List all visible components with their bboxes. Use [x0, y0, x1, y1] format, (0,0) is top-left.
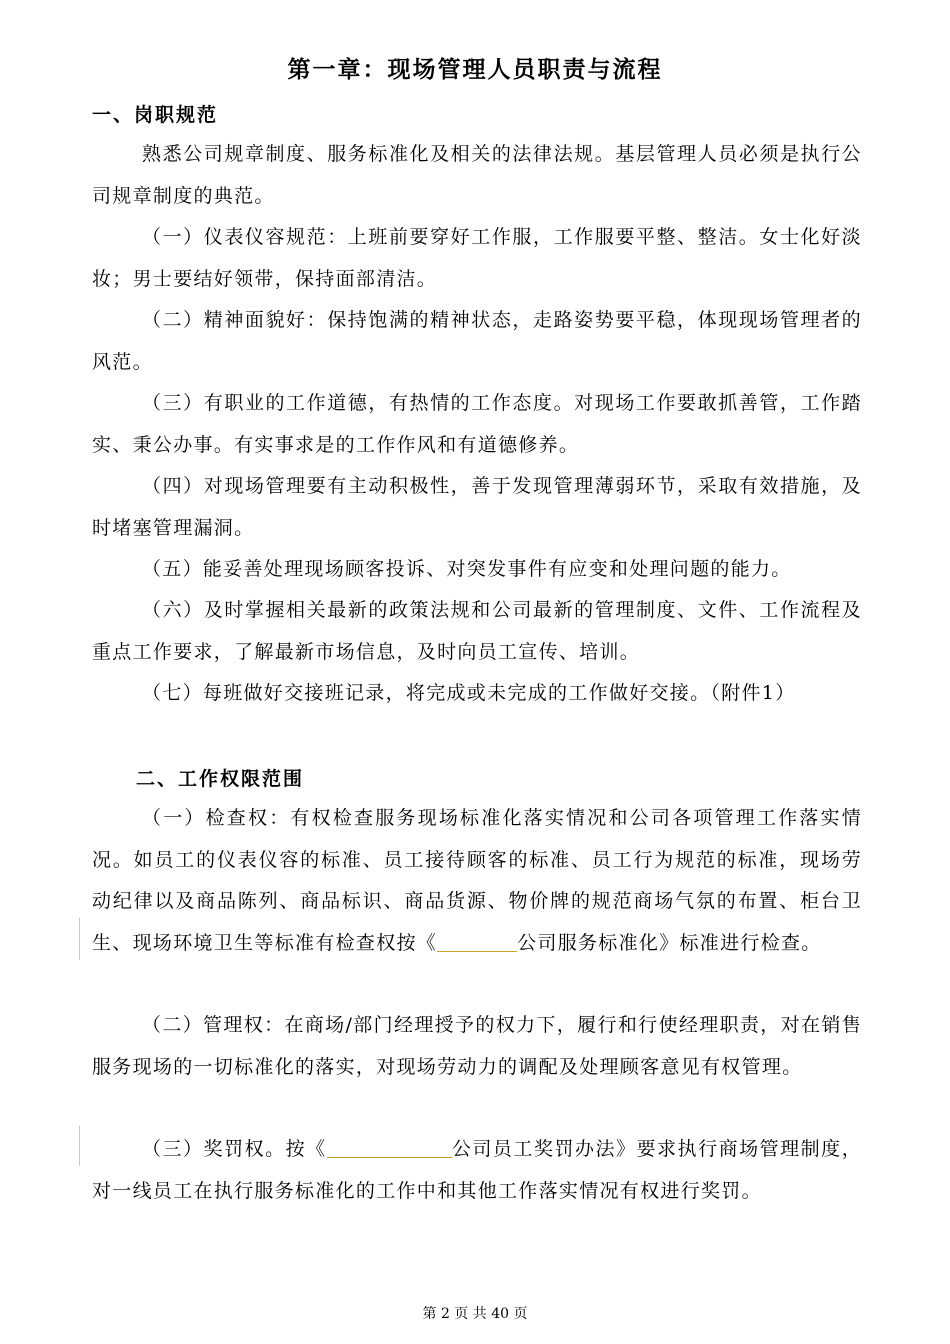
paragraph-item-6: （六）及时掌握相关最新的政策法规和公司最新的管理制度、文件、工作流程及重点工作要求，了解最新市场信息，及时向员工宣传、培训。	[92, 599, 862, 663]
paragraph-reward-penalty-right	[92, 1129, 862, 1212]
inspection-right-text-after: 公司服务标准化》标准进行检查。	[517, 931, 822, 954]
paragraph-item-3: （三）有职业的工作道德，有热情的工作态度。对现场工作要敢抓善管，工作踏实、秉公办事。有实事求是的工作作风和有道德修养。	[92, 392, 862, 456]
paragraph-inspection-right	[92, 798, 862, 964]
paragraph-management-right: （二）管理权：在商场/部门经理授予的权力下，履行和行使经理职责，对在销售服务现场的一切标准化的落实，对现场劳动力的调配及处理顾客意见有权管理。	[92, 1014, 862, 1078]
margin-change-mark	[79, 1126, 80, 1166]
margin-change-mark	[79, 918, 80, 960]
fill-in-blank-company-name	[327, 1138, 452, 1158]
paragraph-intro: 熟悉公司规章制度、服务标准化及相关的法律法规。基层管理人员必须是执行公司规章制度的典范。	[92, 143, 862, 207]
paragraph-item-4: （四）对现场管理要有主动积极性，善于发现管理薄弱环节，采取有效措施，及时堵塞管理漏洞。	[92, 475, 862, 539]
paragraph-item-2: （二）精神面貌好：保持饱满的精神状态，走路姿势要平稳，体现现场管理者的风范。	[92, 309, 862, 373]
chapter-title: 第一章：现场管理人员职责与流程	[287, 57, 663, 83]
fill-in-blank-company-name	[437, 932, 517, 952]
reward-right-text-before: （三）奖罚权。按《	[142, 1138, 327, 1160]
paragraph-item-1: （一）仪表仪容规范：上班前要穿好工作服，工作服要平整、整洁。女士化好淡妆；男士要结好领带，保持面部清洁。	[92, 226, 862, 290]
page-number-footer: 第 2 页 共 40 页	[422, 1306, 528, 1322]
paragraph-item-5: （五）能妥善处理现场顾客投诉、对突发事件有应变和处理问题的能力。	[142, 558, 792, 580]
reward-right-text-after: 公司员工奖罚办法》要求执行商场管理制度，对一线员工在执行服务标准化的工作中和其他工作落实情况有权进行奖罚。	[92, 1138, 862, 1202]
inspection-right-text-before: （一）检查权：有权检查服务现场标准化落实情况和公司各项管理工作落实情况。如员工的仪表仪容的标准、员工接待顾客的标准、员工行为规范的标准，现场劳动纪律以及商品陈列、商品标识、商品货源、物价牌的规范商场气氛的布置、柜台卫生、现场环境卫生等标准有检查权按《	[92, 807, 862, 954]
section-heading-job-norms: 一、岗职规范	[92, 104, 219, 126]
section-heading-work-authority: 二、工作权限范围	[136, 768, 305, 790]
paragraph-item-7: （七）每班做好交接班记录，将完成或未完成的工作做好交接。（附件1）	[142, 682, 796, 704]
